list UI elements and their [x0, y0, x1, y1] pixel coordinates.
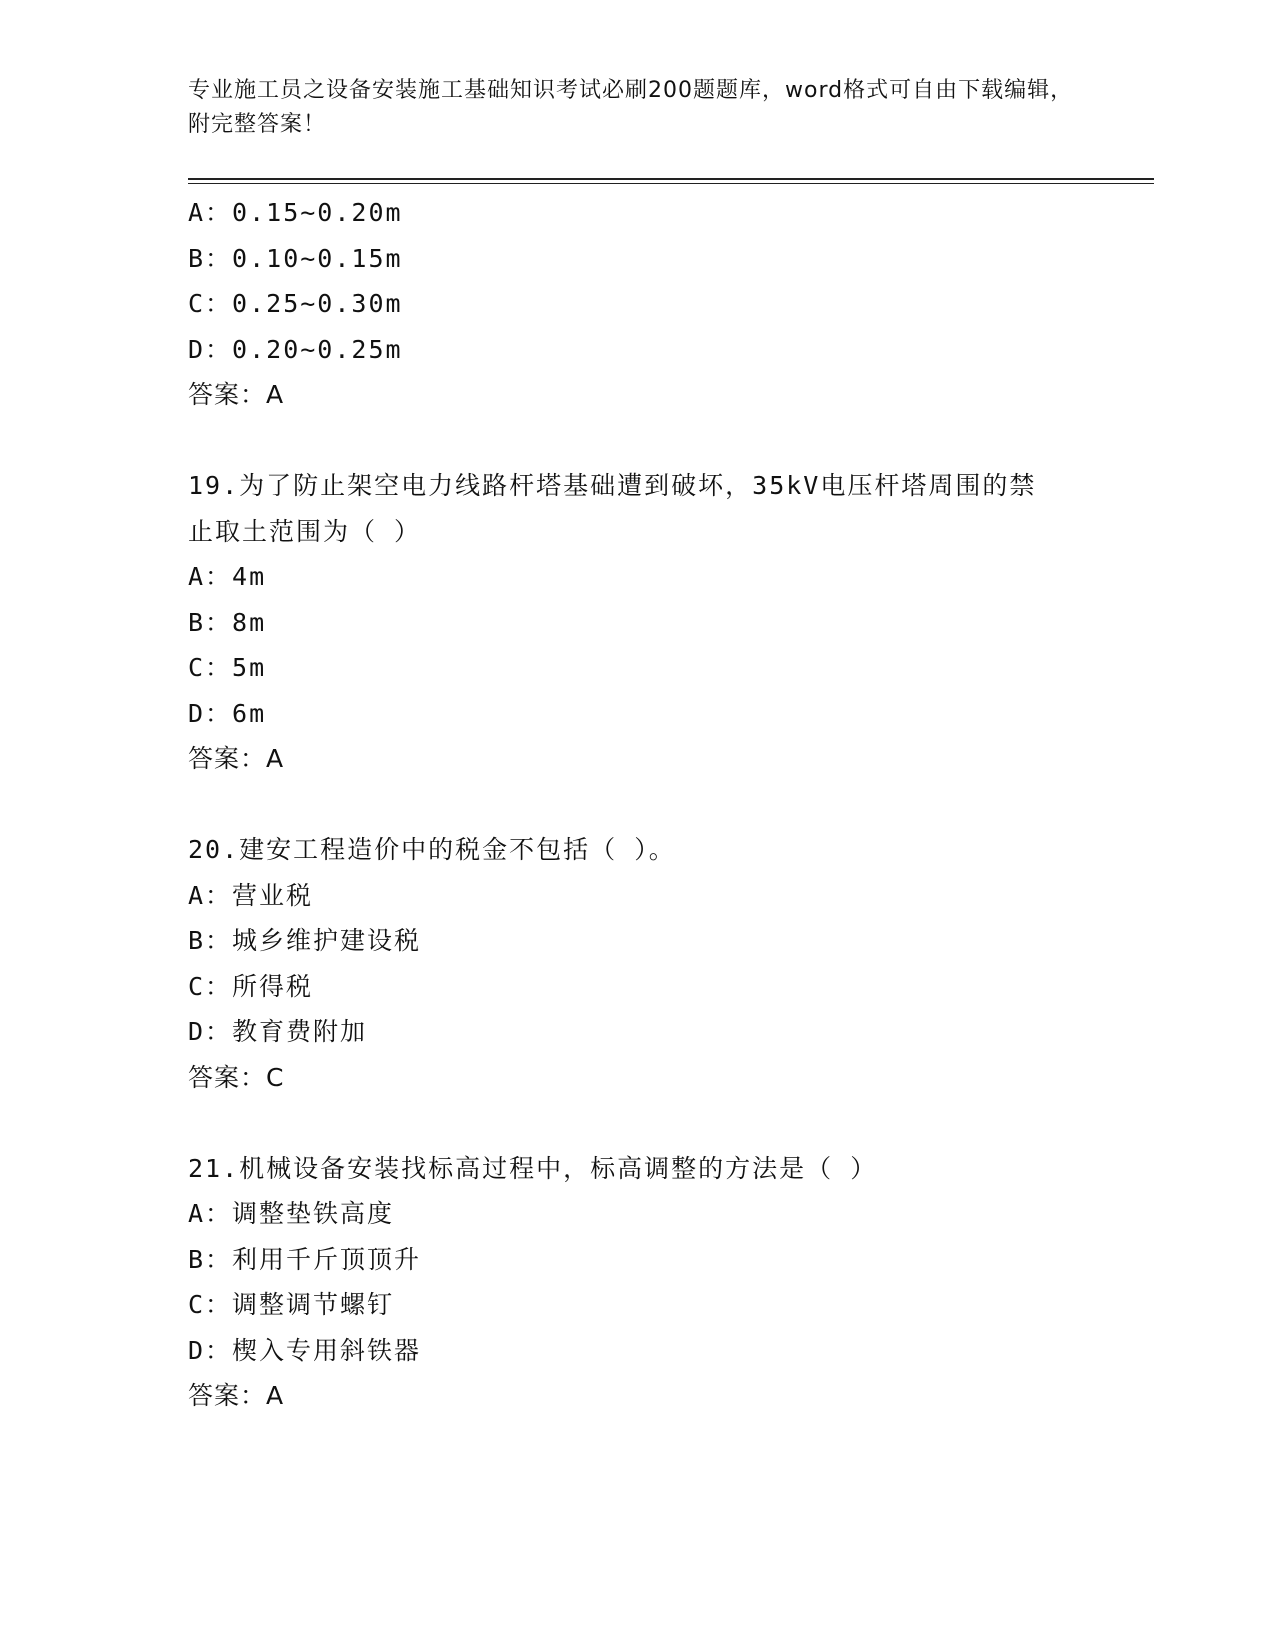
option-d: D：楔入专用斜铁器: [188, 1335, 422, 1365]
option-b: B：0.10~0.15m: [188, 243, 403, 273]
document-body: [188, 190, 1154, 1419]
option-c: C：5m: [188, 653, 267, 682]
question-20: [188, 827, 1154, 1100]
question-stem: 21.机械设备安装找标高过程中，标高调整的方法是（ ）: [188, 1153, 878, 1183]
option-b: B：利用千斤顶顶升: [188, 1244, 422, 1274]
question-partial: [188, 190, 1154, 418]
answer: 答案：C: [188, 1062, 285, 1092]
answer: 答案：A: [188, 380, 285, 409]
option-d: D：教育费附加: [188, 1017, 368, 1046]
option-d: D：0.20~0.25m: [188, 334, 403, 364]
question-21: [188, 1146, 1154, 1419]
question-stem: 20.建安工程造价中的税金不包括（ ）。: [188, 835, 676, 864]
answer: 答案：A: [188, 1381, 285, 1410]
option-b: B：城乡维护建设税: [188, 926, 422, 955]
option-a: A：4m: [188, 562, 267, 591]
option-c: C：所得税: [188, 971, 314, 1001]
option-c: C：调整调节螺钉: [188, 1290, 395, 1319]
page-header: 专业施工员之设备安装施工基础知识考试必刷200题题库，word格式可自由下载编辑，附完整答案！: [188, 78, 1074, 137]
option-d: D：6m: [188, 698, 267, 728]
option-a: A：调整垫铁高度: [188, 1199, 395, 1228]
answer: 答案：A: [188, 744, 285, 773]
header-divider: [188, 178, 1154, 184]
option-c: C：0.25~0.30m: [188, 289, 403, 318]
option-b: B：8m: [188, 607, 267, 637]
option-a: A：营业税: [188, 880, 314, 910]
question-stem: 止取土范围为（ ）: [188, 516, 422, 546]
option-a: A：0.15~0.20m: [188, 198, 403, 227]
question-stem: 19.为了防止架空电力线路杆塔基础遭到破坏，35kV电压杆塔周围的禁: [188, 471, 1037, 500]
question-19: [188, 463, 1154, 782]
